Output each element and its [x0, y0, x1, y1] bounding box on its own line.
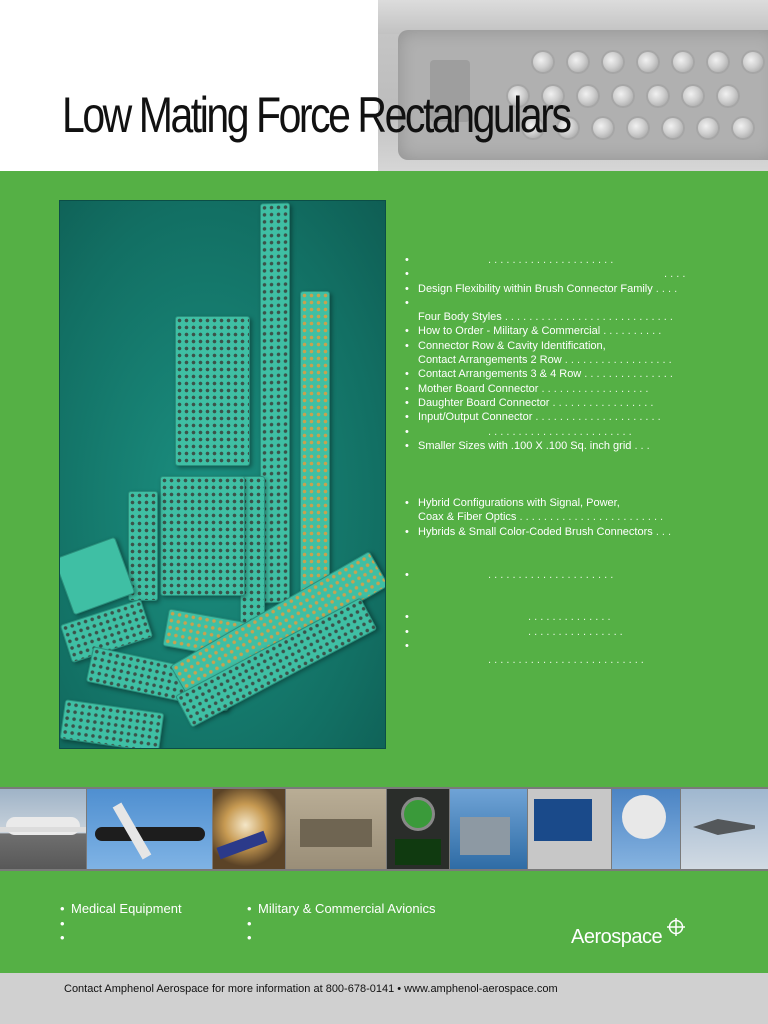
bullet-icon: •	[405, 382, 409, 395]
bullet-icon: •	[405, 325, 409, 338]
contents-item	[405, 510, 695, 524]
application-item	[60, 902, 182, 917]
bullet-icon: •	[405, 611, 409, 624]
bullet-icon: •	[247, 930, 252, 945]
bullet-icon: •	[405, 425, 409, 438]
contents-item	[405, 496, 695, 510]
application-item	[247, 931, 435, 946]
contents-item-leader: . . . . . . . . . . . . . . . . . . . . .	[532, 411, 661, 424]
contents-item-label: How to Order - Military & Commercial	[418, 325, 601, 338]
bullet-icon: •	[405, 282, 409, 295]
satellite-dish-photo	[612, 789, 680, 869]
contents-item-leader: . . . . . . . . . . . . . . . . .	[549, 396, 654, 409]
contents-item-leader: . . . . . . . . . . . . . . . . . . . . .	[488, 254, 614, 266]
bullet-icon: •	[405, 568, 409, 581]
bullet-icon: •	[405, 296, 409, 309]
cockpit-gauge-photo	[387, 789, 449, 869]
contents-item-label: Coax & Fiber Optics	[418, 511, 517, 524]
bullet-icon: •	[405, 268, 409, 281]
contents-item	[405, 639, 695, 653]
contents-item	[405, 339, 695, 353]
bullet-icon: •	[405, 254, 409, 266]
contents-item	[405, 425, 695, 439]
bullet-icon: •	[405, 439, 409, 452]
contents-item-leader: . . . . . . . . . . . . . . . . . . . . .	[488, 568, 614, 581]
bullet-icon: •	[247, 901, 252, 916]
bullet-icon: •	[405, 525, 409, 538]
application-photo-strip	[0, 787, 768, 871]
contents-item	[405, 482, 695, 496]
contents-item	[405, 310, 695, 324]
contents-item-leader: . . .	[652, 525, 672, 538]
medical-scanner-photo	[213, 789, 285, 869]
contents-item	[405, 539, 695, 553]
contents-item-leader: . . . . . . . . . . . . . . . . . . . . . . . . . . . .	[501, 311, 673, 324]
contents-item-label: Mother Board Connector	[418, 382, 539, 395]
contents-item	[405, 653, 695, 667]
warship-photo	[450, 789, 527, 869]
application-item	[247, 917, 435, 932]
contents-item	[405, 282, 695, 296]
contents-item	[405, 453, 695, 467]
contents-item-leader: . . . . . . . . . . . . . .	[528, 611, 611, 624]
product-photo	[59, 200, 386, 749]
contents-item	[405, 467, 695, 481]
contents-item	[405, 267, 695, 281]
crosshair-logo-icon	[667, 918, 685, 936]
contents-item	[405, 610, 695, 624]
contents-item-leader: . . .	[631, 439, 650, 452]
contents-item-leader: . . . . . . . . . . . . . . . .	[528, 625, 623, 638]
bullet-icon: •	[405, 411, 409, 424]
contents-item-leader: . . . . . . . . . . . . . . . . . . . . . . . . . .	[488, 654, 644, 667]
contents-item	[405, 382, 695, 396]
contents-item	[405, 568, 695, 582]
application-item-label: Medical Equipment	[71, 901, 182, 916]
contents-item	[405, 353, 695, 367]
armored-vehicle-photo	[286, 789, 386, 869]
brand-logo-text: Aerospace	[571, 926, 663, 948]
bullet-icon: •	[60, 915, 65, 931]
contact-line: Contact Amphenol Aerospace for more information at 800-678-0141 • www.amphenol-aerospace.com	[64, 983, 558, 995]
application-item	[247, 902, 435, 917]
contents-item	[405, 410, 695, 424]
contents-item-label: Hybrids & Small Color-Coded Brush Connectors	[418, 525, 653, 538]
contents-item-label: Four Body Styles	[418, 311, 502, 324]
contents-item	[405, 439, 695, 453]
contents-item-leader: . . . .	[652, 282, 678, 295]
application-item	[60, 931, 182, 946]
application-item-label: Military & Commercial Avionics	[258, 901, 436, 916]
footer-band	[0, 973, 768, 1024]
contents-item	[405, 324, 695, 338]
contents-item-label: Hybrid Configurations with Signal, Power,	[418, 497, 620, 510]
contents-item-leader: . . . . . . . . . . . . . . .	[581, 368, 673, 381]
contents-item-label: Contact Arrangements 2 Row	[418, 354, 562, 367]
application-item	[60, 917, 182, 932]
fighter-jet-photo	[681, 789, 768, 869]
contents-item-leader: . . . . . . . . . . . . . . . . . . . . . . . .	[488, 425, 632, 438]
bullet-icon: •	[405, 625, 409, 638]
bullet-icon: •	[405, 497, 409, 510]
bullet-icon: •	[60, 901, 65, 916]
uav-photo	[87, 789, 212, 869]
contents-item	[405, 253, 695, 267]
contents-item	[405, 625, 695, 639]
contents-item	[405, 596, 695, 610]
contents-item-leader: . . . . . . . . . . . . . . . . . .	[561, 354, 672, 367]
bullet-icon: •	[405, 640, 409, 653]
oscilloscope-photo	[528, 789, 611, 869]
contents-item-leader: . . . . . . . . . . . . . . . . . .	[538, 382, 649, 395]
contents-item	[405, 553, 695, 567]
contents-item	[405, 367, 695, 381]
contents-item-label: Smaller Sizes with .100 X .100 Sq. inch grid	[418, 439, 632, 452]
bullet-icon: •	[405, 396, 409, 409]
contents-item	[405, 296, 695, 310]
page-title: Low Mating Force Rectangulars	[62, 87, 570, 143]
contents-item-label: Contact Arrangements 3 & 4 Row	[418, 368, 582, 381]
contents-item-label: Input/Output Connector	[418, 411, 533, 424]
contents-item-leader: . . . . . . . . . .	[600, 325, 662, 338]
contents-item	[405, 525, 695, 539]
bullet-icon: •	[405, 339, 409, 352]
applications-column-1	[60, 902, 182, 946]
contents-item-label: Connector Row & Cavity Identification,	[418, 339, 606, 352]
contents-item	[405, 396, 695, 410]
header-banner	[0, 0, 768, 171]
contents-item-label: Daughter Board Connector	[418, 396, 550, 409]
contents-item-leader: . . . .	[664, 268, 686, 281]
business-jet-photo	[0, 789, 86, 869]
contents-item	[405, 582, 695, 596]
bullet-icon: •	[247, 915, 252, 931]
applications-column-2	[247, 902, 435, 946]
bullet-icon: •	[405, 368, 409, 381]
contents-item-leader: . . . . . . . . . . . . . . . . . . . . . . . .	[516, 511, 664, 524]
contents-list	[405, 253, 695, 668]
contents-item-label: Design Flexibility within Brush Connector Family	[418, 282, 653, 295]
bullet-icon: •	[60, 930, 65, 945]
